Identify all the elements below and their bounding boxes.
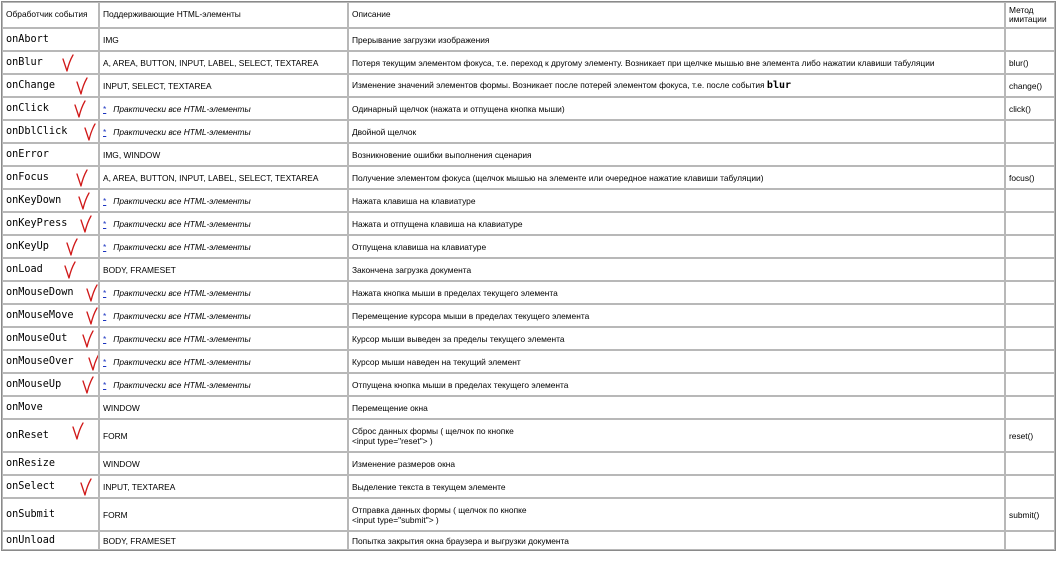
method-cell — [1005, 475, 1055, 498]
description-cell — [348, 189, 1005, 212]
description-cell — [348, 373, 1005, 396]
method-text: blur() — [1009, 57, 1029, 68]
event-name-cell — [2, 212, 99, 235]
elements-cell — [99, 498, 348, 531]
event-name-cell — [2, 120, 99, 143]
description-cell — [348, 327, 1005, 350]
event-name-cell — [2, 189, 99, 212]
description-text: Прерывание загрузки изображения — [352, 34, 490, 45]
event-name: onSelect — [6, 481, 56, 492]
method-cell — [1005, 396, 1055, 419]
elements-text: A, AREA, BUTTON, INPUT, LABEL, SELECT, TEXTAREA — [103, 172, 319, 183]
elements-cell — [99, 373, 348, 396]
description-cell — [348, 350, 1005, 373]
elements-cell — [99, 51, 348, 74]
red-checkmark-icon — [77, 191, 91, 211]
event-name-cell — [2, 531, 99, 550]
event-name-cell — [2, 28, 99, 51]
description-text: Нажата и отпущена клавиша на клавиатуре — [352, 218, 523, 229]
events-table — [1, 1, 1056, 551]
footnote-link[interactable]: * — [103, 241, 107, 252]
table-row — [2, 235, 1055, 258]
description-cell — [348, 74, 1005, 97]
description-text: Перемещение курсора мыши в пределах текущего элемента — [352, 310, 590, 321]
elements-cell — [99, 189, 348, 212]
elements-cell — [99, 74, 348, 97]
event-name: onDblClick — [6, 126, 68, 137]
almost-all-elements-text: Практически все HTML-элементы — [113, 241, 251, 252]
method-cell — [1005, 498, 1055, 531]
table-row — [2, 51, 1055, 74]
red-checkmark-icon — [73, 99, 87, 119]
method-cell — [1005, 28, 1055, 51]
description-text: Курсор мыши выведен за пределы текущего элемента — [352, 333, 565, 344]
table-row — [2, 419, 1055, 452]
method-cell — [1005, 120, 1055, 143]
elements-text: INPUT, SELECT, TEXTAREA — [103, 80, 212, 91]
table-row — [2, 475, 1055, 498]
table-row — [2, 189, 1055, 212]
event-name: onLoad — [6, 264, 43, 275]
elements-text: A, AREA, BUTTON, INPUT, LABEL, SELECT, TEXTAREA — [103, 57, 319, 68]
table-row — [2, 498, 1055, 531]
event-name-cell — [2, 396, 99, 419]
red-checkmark-icon — [61, 53, 75, 73]
event-name: onClick — [6, 103, 49, 114]
event-name-cell — [2, 498, 99, 531]
method-cell — [1005, 327, 1055, 350]
event-name-cell — [2, 373, 99, 396]
table-row — [2, 396, 1055, 419]
almost-all-elements-text: Практически все HTML-элементы — [113, 103, 251, 114]
description-text: Закончена загрузка документа — [352, 264, 472, 275]
method-cell — [1005, 350, 1055, 373]
description-text: Попытка закрытия окна браузера и выгрузки документа — [352, 535, 569, 546]
method-cell — [1005, 74, 1055, 97]
elements-cell — [99, 166, 348, 189]
table-row — [2, 212, 1055, 235]
event-name-cell — [2, 235, 99, 258]
elements-cell — [99, 531, 348, 550]
method-cell — [1005, 166, 1055, 189]
method-cell — [1005, 51, 1055, 74]
footnote-link[interactable]: * — [103, 310, 107, 321]
method-cell — [1005, 419, 1055, 452]
red-checkmark-icon — [65, 237, 79, 257]
footnote-link[interactable]: * — [103, 218, 107, 229]
table-row — [2, 120, 1055, 143]
event-name: onChange — [6, 80, 56, 91]
method-cell — [1005, 373, 1055, 396]
method-cell — [1005, 143, 1055, 166]
footnote-link[interactable]: * — [103, 356, 107, 367]
description-text: Отправка данных формы ( щелчок по кнопке — [352, 504, 527, 515]
red-checkmark-icon — [79, 214, 93, 234]
header-method: Метод имитации — [1005, 2, 1055, 28]
red-checkmark-icon — [75, 76, 89, 96]
elements-cell — [99, 327, 348, 350]
event-name-cell — [2, 281, 99, 304]
table-row — [2, 452, 1055, 475]
event-name: onMouseUp — [6, 379, 62, 390]
description-text: Возникновение ошибки выполнения сценария — [352, 149, 532, 160]
description-text: Сброс данных формы ( щелчок по кнопке — [352, 425, 514, 436]
method-text: focus() — [1009, 172, 1035, 183]
event-name: onBlur — [6, 57, 43, 68]
method-cell — [1005, 531, 1055, 550]
table-row — [2, 166, 1055, 189]
elements-cell — [99, 396, 348, 419]
event-name-cell — [2, 327, 99, 350]
description-cell — [348, 97, 1005, 120]
method-cell — [1005, 189, 1055, 212]
description-cell — [348, 51, 1005, 74]
elements-cell — [99, 120, 348, 143]
description-text: Получение элементом фокуса (щелчок мышью на элементе или очередное нажатие клавиши табуляции) — [352, 172, 764, 183]
method-text: reset() — [1009, 430, 1034, 441]
table-row — [2, 97, 1055, 120]
event-name: onSubmit — [6, 509, 56, 520]
event-name: onMouseDown — [6, 287, 74, 298]
description-cell — [348, 498, 1005, 531]
event-name: onKeyDown — [6, 195, 62, 206]
event-name: onMouseOver — [6, 356, 74, 367]
header-handler: Обработчик события — [2, 2, 99, 28]
table-row — [2, 304, 1055, 327]
event-name: onReset — [6, 430, 49, 441]
description-text: Нажата кнопка мыши в пределах текущего элемента — [352, 287, 558, 298]
almost-all-elements-text: Практически все HTML-элементы — [113, 126, 251, 137]
description-text: Изменение значений элементов формы. Возникает после потерей элементом фокуса, т.е. после события — [352, 80, 765, 90]
table-row — [2, 350, 1055, 373]
almost-all-elements-text: Практически все HTML-элементы — [113, 379, 251, 390]
event-name-cell — [2, 419, 99, 452]
event-name-cell — [2, 166, 99, 189]
event-name: onMouseOut — [6, 333, 68, 344]
elements-text: BODY, FRAMESET — [103, 264, 176, 275]
table-row — [2, 531, 1055, 550]
red-checkmark-icon — [85, 283, 99, 303]
description-cell — [348, 419, 1005, 452]
event-name-cell — [2, 143, 99, 166]
method-cell — [1005, 304, 1055, 327]
elements-text: WINDOW — [103, 402, 140, 413]
event-name-cell — [2, 304, 99, 327]
description-text: Отпущена клавиша на клавиатуре — [352, 241, 487, 252]
elements-text: WINDOW — [103, 458, 140, 469]
description-cell — [348, 531, 1005, 550]
method-cell — [1005, 258, 1055, 281]
description-cell — [348, 166, 1005, 189]
header-elements: Поддерживающие HTML-элементы — [99, 2, 348, 28]
elements-text: IMG — [103, 34, 119, 45]
description-cell — [348, 396, 1005, 419]
elements-cell — [99, 235, 348, 258]
table-row — [2, 373, 1055, 396]
event-name-cell — [2, 51, 99, 74]
almost-all-elements-text: Практически все HTML-элементы — [113, 218, 251, 229]
elements-text: IMG, WINDOW — [103, 149, 161, 160]
description-cell — [348, 120, 1005, 143]
event-name-cell — [2, 97, 99, 120]
description-text: Потеря текущим элементом фокуса, т.е. переход к другому элементу. Возникает при щелчке мышью вне элемента либо нажатии клавиши табуляции — [352, 57, 935, 68]
header-description: Описание — [348, 2, 1005, 28]
event-name: onError — [6, 149, 49, 160]
description-text: Двойной щелчок — [352, 126, 417, 137]
event-name-cell — [2, 258, 99, 281]
elements-cell — [99, 97, 348, 120]
footnote-link[interactable]: * — [103, 126, 107, 137]
description-cell — [348, 235, 1005, 258]
red-checkmark-icon — [83, 122, 97, 142]
almost-all-elements-text: Практически все HTML-элементы — [113, 310, 251, 321]
elements-cell — [99, 475, 348, 498]
elements-text: FORM — [103, 509, 128, 520]
elements-cell — [99, 28, 348, 51]
method-cell — [1005, 235, 1055, 258]
red-checkmark-icon — [85, 306, 99, 326]
elements-cell — [99, 452, 348, 475]
description-code: blur — [766, 80, 792, 91]
description-text-line2: <input type="reset"> ) — [352, 435, 433, 446]
table-row — [2, 327, 1055, 350]
description-text: Выделение текста в текущем элементе — [352, 481, 506, 492]
event-name-cell — [2, 475, 99, 498]
event-name: onUnload — [6, 535, 56, 546]
red-checkmark-icon — [75, 168, 89, 188]
elements-text: FORM — [103, 430, 128, 441]
description-text: Одинарный щелчок (нажата и отпущена кнопка мыши) — [352, 103, 565, 114]
method-cell — [1005, 452, 1055, 475]
red-checkmark-icon — [81, 375, 95, 395]
description-text: Изменение размеров окна — [352, 458, 456, 469]
elements-text: INPUT, TEXTAREA — [103, 481, 176, 492]
footnote-link[interactable]: * — [103, 287, 107, 298]
footnote-link[interactable]: * — [103, 103, 107, 114]
description-cell — [348, 258, 1005, 281]
red-checkmark-icon — [71, 421, 85, 441]
table-row — [2, 258, 1055, 281]
elements-cell — [99, 350, 348, 373]
event-name-cell — [2, 350, 99, 373]
method-text: submit() — [1009, 509, 1040, 520]
almost-all-elements-text: Практически все HTML-элементы — [113, 356, 251, 367]
method-cell — [1005, 281, 1055, 304]
event-name: onAbort — [6, 34, 49, 45]
elements-cell — [99, 143, 348, 166]
footnote-link[interactable]: * — [103, 333, 107, 344]
description-text-line2: <input type="submit"> ) — [352, 514, 439, 525]
footnote-link[interactable]: * — [103, 195, 107, 206]
almost-all-elements-text: Практически все HTML-элементы — [113, 333, 251, 344]
description-text: Курсор мыши наведен на текущий элемент — [352, 356, 521, 367]
red-checkmark-icon — [79, 477, 93, 497]
red-checkmark-icon — [87, 352, 99, 372]
description-cell — [348, 475, 1005, 498]
description-cell — [348, 143, 1005, 166]
description-text: Отпущена кнопка мыши в пределах текущего элемента — [352, 379, 569, 390]
method-cell — [1005, 97, 1055, 120]
method-text: click() — [1009, 103, 1031, 114]
description-cell — [348, 28, 1005, 51]
almost-all-elements-text: Практически все HTML-элементы — [113, 287, 251, 298]
red-checkmark-icon — [63, 260, 77, 280]
event-name-cell — [2, 452, 99, 475]
event-name: onFocus — [6, 172, 49, 183]
description-text: Перемещение окна — [352, 402, 428, 413]
description-cell — [348, 212, 1005, 235]
red-checkmark-icon — [81, 329, 95, 349]
event-name: onMove — [6, 402, 43, 413]
elements-cell — [99, 212, 348, 235]
description-cell — [348, 452, 1005, 475]
table-row — [2, 28, 1055, 51]
table-row — [2, 281, 1055, 304]
almost-all-elements-text: Практически все HTML-элементы — [113, 195, 251, 206]
event-name-cell — [2, 74, 99, 97]
elements-cell — [99, 258, 348, 281]
event-name: onMouseMove — [6, 310, 74, 321]
elements-cell — [99, 281, 348, 304]
table-row — [2, 143, 1055, 166]
description-cell — [348, 304, 1005, 327]
event-name: onKeyUp — [6, 241, 49, 252]
elements-cell — [99, 419, 348, 452]
elements-text: BODY, FRAMESET — [103, 535, 176, 546]
table-row — [2, 74, 1055, 97]
header-row — [2, 2, 1055, 28]
event-name: onResize — [6, 458, 56, 469]
method-text: change() — [1009, 80, 1043, 91]
description-cell — [348, 281, 1005, 304]
method-cell — [1005, 212, 1055, 235]
description-text: Нажата клавиша на клавиатуре — [352, 195, 476, 206]
footnote-link[interactable]: * — [103, 379, 107, 390]
event-name: onKeyPress — [6, 218, 68, 229]
elements-cell — [99, 304, 348, 327]
events-table-body — [2, 28, 1055, 550]
